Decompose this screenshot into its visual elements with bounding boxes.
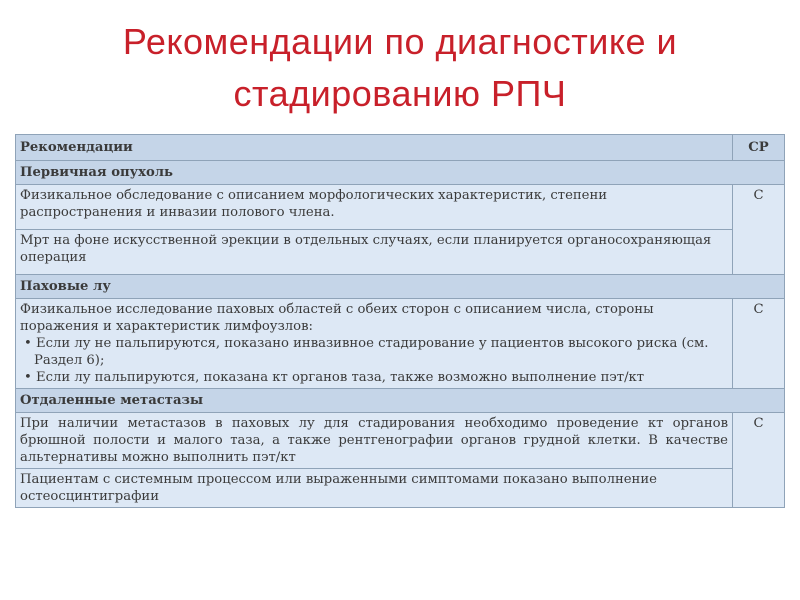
table-row	[16, 299, 785, 389]
section-title-primary-tumor: Первичная опухоль	[16, 161, 785, 185]
grade-cell: С	[733, 185, 785, 275]
section-title-distant-metastases: Отдаленные метастазы	[16, 389, 785, 413]
slide-title-line-1: Рекомендации по диагностике и	[122, 21, 678, 62]
table-row	[16, 413, 785, 469]
header-recommendations: Рекомендации	[16, 135, 733, 161]
table-header-row	[16, 135, 785, 161]
table-row	[16, 469, 785, 508]
recommendations-table	[15, 134, 785, 508]
header-grade: СР	[733, 135, 785, 161]
recommendation-text: Мрт на фоне искусственной эрекции в отдельных случаях, если планируется органосохраняющая операция	[16, 230, 733, 275]
recommendation-cell	[16, 299, 733, 389]
section-row	[16, 389, 785, 413]
table-row	[16, 230, 785, 275]
recommendation-text: При наличии метастазов в паховых лу для стадирования необходимо проведение кт органов брюшной полости и малого таза, а также рентгенографии органов грудной клетки. В качестве альтернативы можно выполнить пэт/кт	[16, 413, 733, 469]
table-row	[16, 185, 785, 230]
bullet-item: • Если лу пальпируются, показана кт органов таза, также возможно выполнение пэт/кт	[24, 370, 645, 385]
recommendation-text: Физикальное исследование паховых областей с обеих сторон с описанием числа, стороны поражения и характеристик лимфоузлов:	[20, 302, 654, 334]
grade-cell: С	[733, 413, 785, 508]
section-title-inguinal-nodes: Паховые лу	[16, 275, 785, 299]
slide-title	[0, 16, 800, 120]
grade-cell: С	[733, 299, 785, 389]
recommendation-text: Физикальное обследование с описанием морфологических характеристик, степени распространения и инвазии полового члена.	[16, 185, 733, 230]
section-row	[16, 161, 785, 185]
recommendation-text: Пациентам с системным процессом или выраженными симптомами показано выполнение остеосцинтиграфии	[16, 469, 733, 508]
bullet-item: • Если лу не пальпируются, показано инвазивное стадирование у пациентов высокого риска (см. Раздел 6);	[24, 336, 709, 368]
slide-title-line-2: стадированию РПЧ	[233, 73, 567, 114]
section-row	[16, 275, 785, 299]
